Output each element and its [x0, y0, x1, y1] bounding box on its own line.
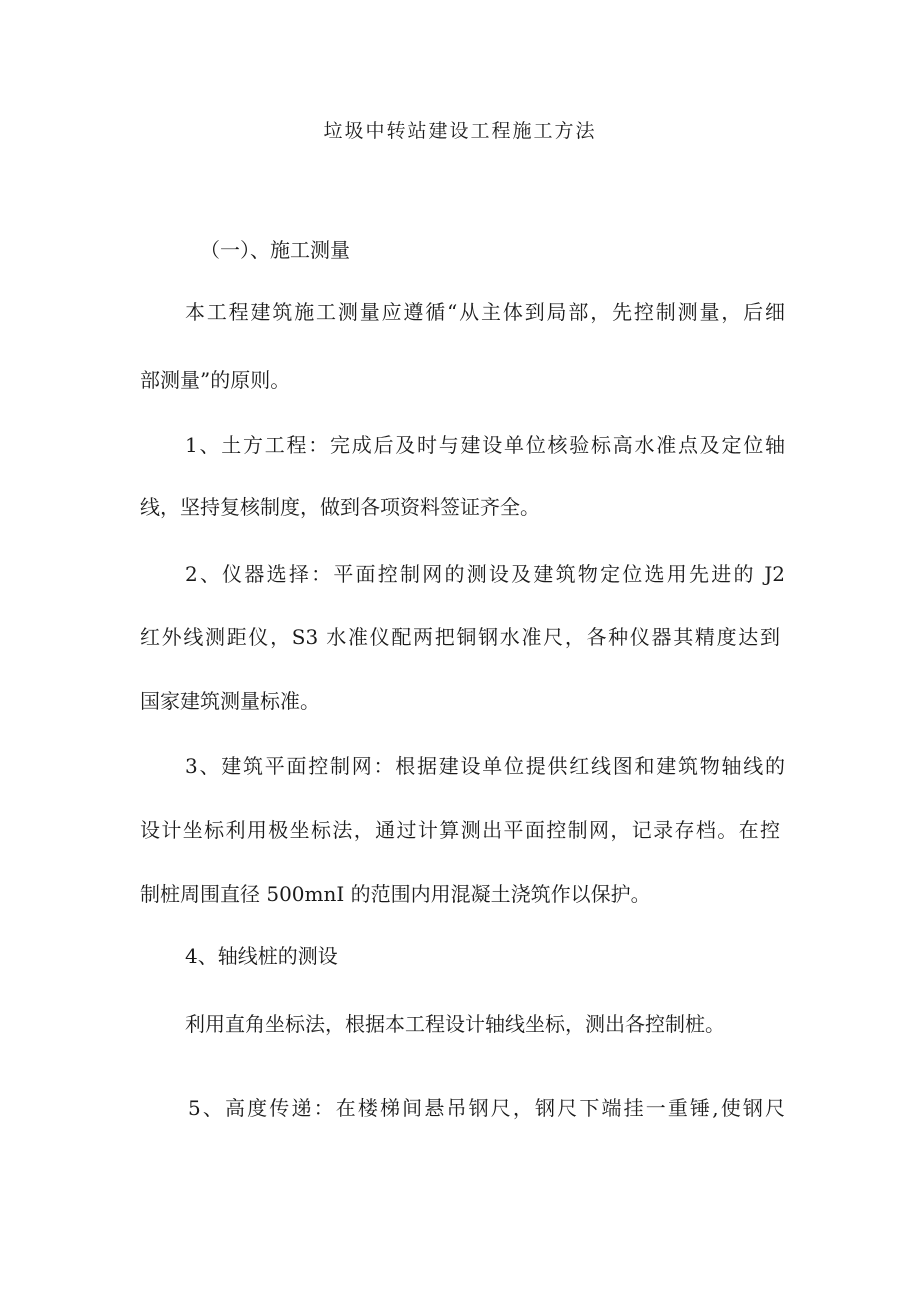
paragraph-line: 本工程建筑施工测量应遵循“从主体到局部，先控制测量，后细	[185, 300, 785, 324]
paragraph-line: 3、建筑平面控制网：根据建设单位提供红线图和建筑物轴线的	[185, 754, 785, 778]
paragraph-line: 4、轴线桩的测设	[185, 944, 338, 968]
paragraph-line: 1、土方工程：完成后及时与建设单位核验标高水准点及定位轴	[185, 433, 785, 457]
paragraph-line: 红外线测距仪，S3 水准仪配两把铜钢水准尺，各种仪器其精度达到	[140, 625, 780, 649]
paragraph-line: 制桩周围直径 500mnI 的范围内用混凝土浇筑作以保护。	[140, 882, 651, 906]
paragraph-line: 国家建筑测量标准。	[140, 689, 320, 713]
paragraph-line: 部测量”的原则。	[140, 368, 291, 392]
paragraph-line: 设计坐标利用极坐标法，通过计算测出平面控制网，记录存档。在控	[140, 818, 780, 842]
document-title: 垃圾中转站建设工程施工方法	[323, 120, 597, 142]
section-heading: （一）、施工测量	[200, 238, 350, 262]
paragraph-line: 线，坚持复核制度，做到各项资料签证齐全。	[140, 495, 540, 519]
paragraph-line: 利用直角坐标法，根据本工程设计轴线坐标，测出各控制桩。	[185, 1012, 725, 1036]
paragraph-line: 5、高度传递：在楼梯间悬吊钢尺，钢尺下端挂一重锤,使钢尺	[188, 1096, 785, 1120]
paragraph-line: 2、仪器选择：平面控制网的测设及建筑物定位选用先进的 J2	[185, 562, 785, 586]
